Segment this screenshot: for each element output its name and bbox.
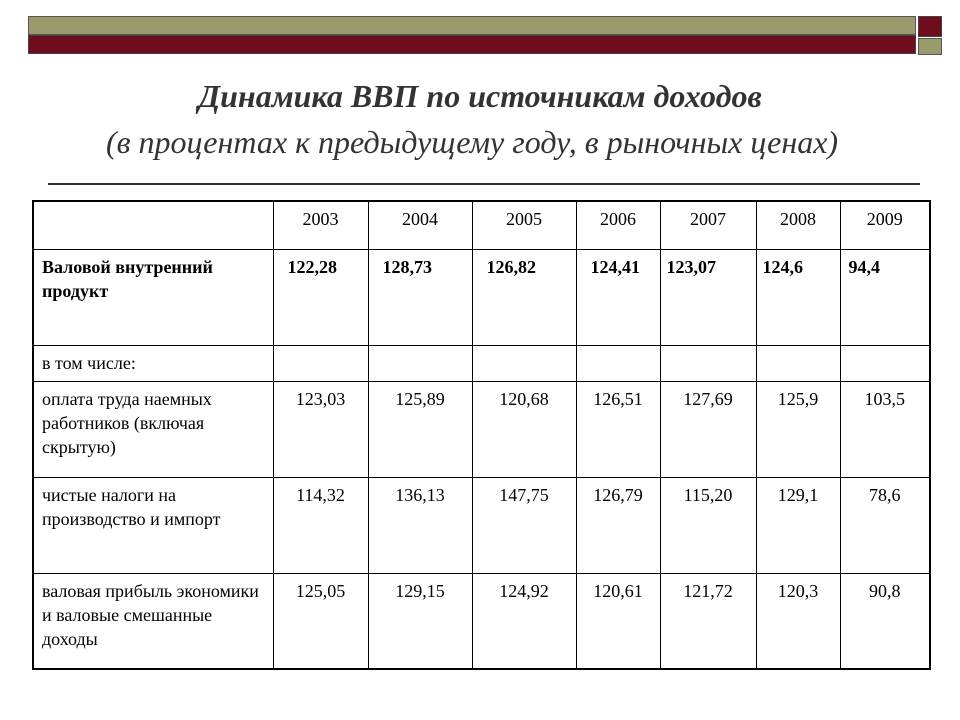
decor-square-olive bbox=[918, 38, 942, 55]
table-cell: 123,07 bbox=[660, 249, 756, 345]
header-year: 2009 bbox=[840, 201, 930, 249]
decor-square-maroon bbox=[918, 16, 942, 37]
header-year: 2004 bbox=[368, 201, 472, 249]
table-header-row bbox=[33, 201, 930, 249]
table-cell: 124,6 bbox=[756, 249, 840, 345]
table-cell: 115,20 bbox=[660, 477, 756, 573]
table-cell bbox=[756, 345, 840, 381]
table-cell: 126,79 bbox=[576, 477, 660, 573]
header-corner-cell bbox=[33, 201, 273, 249]
table-cell bbox=[472, 345, 576, 381]
row-label: валовая прибыль экономики и валовые смешанные доходы bbox=[33, 573, 273, 669]
table-cell bbox=[273, 345, 368, 381]
table-cell: 136,13 bbox=[368, 477, 472, 573]
table-cell: 121,72 bbox=[660, 573, 756, 669]
table-cell: 123,03 bbox=[273, 381, 368, 477]
table-cell: 120,61 bbox=[576, 573, 660, 669]
table-cell: 103,5 bbox=[840, 381, 930, 477]
decor-bar-olive bbox=[28, 16, 916, 35]
header-year: 2008 bbox=[756, 201, 840, 249]
table-cell: 125,9 bbox=[756, 381, 840, 477]
table-row-gdp bbox=[33, 249, 930, 345]
gdp-table bbox=[32, 200, 931, 670]
table-cell: 124,92 bbox=[472, 573, 576, 669]
table-cell: 127,69 bbox=[660, 381, 756, 477]
table-row-profit bbox=[33, 573, 930, 669]
table-cell: 94,4 bbox=[840, 249, 930, 345]
table-cell: 125,89 bbox=[368, 381, 472, 477]
table-cell: 120,68 bbox=[472, 381, 576, 477]
title-divider bbox=[48, 183, 920, 185]
table-cell: 114,32 bbox=[273, 477, 368, 573]
table-cell: 125,05 bbox=[273, 573, 368, 669]
table-cell: 128,73 bbox=[368, 249, 472, 345]
table-cell: 120,3 bbox=[756, 573, 840, 669]
header-year: 2005 bbox=[472, 201, 576, 249]
slide-title: Динамика ВВП по источникам доходов bbox=[198, 78, 762, 114]
table-cell: 126,82 bbox=[472, 249, 576, 345]
table-cell: 147,75 bbox=[472, 477, 576, 573]
table-cell: 124,41 bbox=[576, 249, 660, 345]
table-row-including bbox=[33, 345, 930, 381]
table-cell: 129,1 bbox=[756, 477, 840, 573]
table-cell: 78,6 bbox=[840, 477, 930, 573]
table-cell bbox=[576, 345, 660, 381]
header-year: 2007 bbox=[660, 201, 756, 249]
table-cell: 129,15 bbox=[368, 573, 472, 669]
table-row-taxes bbox=[33, 477, 930, 573]
row-label: оплата труда наемных работников (включая скрытую) bbox=[33, 381, 273, 477]
row-label: чистые налоги на производство и импорт bbox=[33, 477, 273, 573]
table-cell: 126,51 bbox=[576, 381, 660, 477]
decor-bar-maroon bbox=[28, 35, 916, 54]
table-cell bbox=[660, 345, 756, 381]
row-label: Валовой внутренний продукт bbox=[33, 249, 273, 345]
table-cell bbox=[840, 345, 930, 381]
table-cell bbox=[368, 345, 472, 381]
table-row-wages bbox=[33, 381, 930, 477]
table-cell: 122,28 bbox=[273, 249, 368, 345]
table-cell: 90,8 bbox=[840, 573, 930, 669]
header-year: 2003 bbox=[273, 201, 368, 249]
header-year: 2006 bbox=[576, 201, 660, 249]
row-label: в том числе: bbox=[33, 345, 273, 381]
slide-subtitle: (в процентах к предыдущему году, в рыночных ценах) bbox=[105, 124, 839, 160]
